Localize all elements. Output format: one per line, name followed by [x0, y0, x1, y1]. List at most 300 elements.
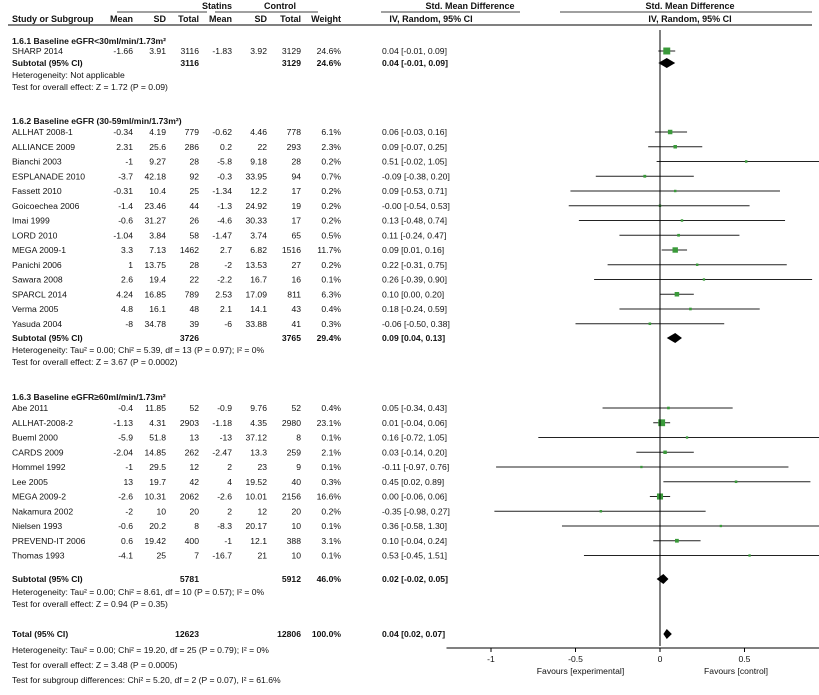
statins-total: 262: [184, 447, 199, 458]
study-marker: [675, 292, 680, 297]
study-name: CARDS 2009: [12, 447, 64, 458]
study-name: ALLHAT-2008-2: [12, 417, 73, 428]
study-marker: [696, 264, 698, 266]
statins-total: 28: [189, 259, 199, 270]
statins-mean: -0.6: [118, 215, 133, 226]
study-smd-ci: 0.36 [-0.58, 1.30]: [382, 521, 447, 531]
statins-sd: 13.75: [144, 259, 166, 270]
study-weight: 3.1%: [321, 535, 341, 546]
statins-mean: -4.1: [118, 550, 133, 561]
study-name: Sawara 2008: [12, 274, 63, 285]
study-weight: 0.3%: [321, 318, 341, 329]
study-name: Fassett 2010: [12, 186, 62, 196]
control-mean: -4.6: [217, 215, 232, 226]
subtotal-control-total: 3765: [281, 333, 301, 343]
statins-sd: 10.31: [144, 491, 166, 502]
total-weight: 100.0%: [311, 629, 341, 639]
statins-total: 58: [189, 230, 199, 241]
control-sd: 6.82: [250, 245, 267, 255]
control-total: 17: [291, 215, 301, 226]
study-name: ALLHAT 2008-1: [12, 127, 73, 137]
subtotal-control-total: 3129: [281, 58, 301, 68]
statins-header: Statins: [201, 1, 233, 11]
control-total: 19: [291, 200, 301, 211]
statins-total: 92: [189, 171, 199, 182]
statins-mean: -1.13: [113, 417, 133, 428]
statins-mean: -0.4: [118, 403, 133, 413]
subgroup-title: 1.6.1 Baseline eGFR<30ml/min/1.73m²: [12, 36, 167, 46]
statins-total: 789: [184, 289, 199, 300]
statins-total: 26: [189, 215, 199, 226]
statins-sd: 25: [156, 550, 166, 561]
study-marker: [658, 419, 665, 426]
control-mean: -13: [219, 432, 232, 443]
control-total: 811: [287, 289, 301, 300]
study-weight: 0.7%: [321, 171, 341, 182]
study-marker: [643, 175, 646, 178]
control-mean: 0.2: [220, 141, 232, 152]
total-diamond: [663, 629, 671, 639]
study-weight: 0.2%: [321, 506, 341, 517]
study-name: Goicoechea 2006: [12, 200, 80, 211]
study-weight: 16.6%: [316, 491, 341, 502]
study-smd-ci: 0.00 [-0.06, 0.06]: [382, 491, 447, 502]
total-control-total: 12806: [277, 629, 301, 639]
study-smd-ci: 0.51 [-0.02, 1.05]: [382, 156, 447, 167]
study-marker: [672, 247, 677, 252]
control-mean: 2: [227, 462, 232, 472]
statins-sd: 51.8: [149, 432, 166, 443]
control-mean: 2.7: [220, 245, 232, 255]
favours-experimental-label: Favours [experimental]: [536, 666, 625, 676]
total-statins-total: 12623: [175, 629, 199, 639]
control-mean: 4: [227, 476, 232, 487]
control-sd: 3.74: [250, 230, 267, 241]
total-heterogeneity: Heterogeneity: Tau² = 0.00; Chi² = 19.20, df = 25 (P = 0.79); I² = 0%: [12, 645, 269, 655]
control-total: 293: [286, 141, 301, 152]
statins-mean: -5.9: [118, 432, 133, 443]
control-sd: 12.1: [250, 535, 267, 546]
statins-mean: 0.6: [121, 535, 133, 546]
subtotal-statins-total: 3116: [180, 58, 199, 68]
study-marker: [689, 308, 692, 311]
statins-sd: 29.5: [149, 462, 166, 472]
total-smd-ci: 0.04 [0.02, 0.07]: [382, 629, 446, 639]
control-mean: -1.34: [212, 186, 232, 196]
statins-total: 22: [189, 274, 199, 285]
statins-sd: 20.2: [149, 521, 166, 531]
study-name: ESPLANADE 2010: [12, 171, 86, 182]
statins-total: 12: [189, 462, 199, 472]
study-smd-ci: 0.26 [-0.39, 0.90]: [382, 274, 447, 285]
study-smd-ci: 0.04 [-0.01, 0.09]: [382, 46, 447, 56]
control-total: 10: [291, 521, 301, 531]
study-marker: [668, 130, 672, 134]
study-weight: 0.2%: [321, 186, 341, 196]
study-weight: 0.1%: [321, 550, 341, 561]
statins-total: 2903: [179, 417, 199, 428]
statins-mean: -1: [125, 462, 133, 472]
control-mean: -2.2: [217, 274, 232, 285]
study-smd-ci: 0.18 [-0.24, 0.59]: [382, 304, 447, 314]
heterogeneity-text: Heterogeneity: Tau² = 0.00; Chi² = 5.39, df = 13 (P = 0.97); I² = 0%: [12, 345, 265, 355]
statins-total: 28: [189, 156, 199, 167]
study-weight: 0.1%: [321, 462, 341, 472]
study-smd-ci: 0.13 [-0.48, 0.74]: [382, 215, 447, 226]
subtotal-label: Subtotal (95% CI): [12, 58, 83, 68]
study-weight: 2.1%: [321, 447, 341, 458]
plot-header: Std. Mean Difference: [645, 1, 735, 11]
subtotal-diamond: [657, 574, 669, 584]
study-weight: 0.2%: [321, 259, 341, 270]
control-sd: 37.12: [245, 432, 267, 443]
study-name: MEGA 2009-1: [12, 245, 66, 255]
statins-total: 7: [194, 550, 199, 561]
control-mean: -8.3: [217, 521, 232, 531]
study-marker: [663, 48, 670, 55]
study-name: Hommel 1992: [12, 462, 66, 472]
control-total: 10: [291, 550, 301, 561]
study-smd-ci: 0.05 [-0.34, 0.43]: [382, 403, 447, 413]
subtotal-control-total: 5912: [281, 574, 301, 584]
statins-mean: 4.8: [121, 304, 133, 314]
control-mean: -1: [224, 535, 232, 546]
statins-total: 3116: [180, 46, 199, 56]
smd-ci-header: IV, Random, 95% CI: [389, 14, 473, 24]
statins-mean: 2.31: [116, 141, 133, 152]
statins-mean: -1: [125, 156, 133, 167]
subtotal-weight: 29.4%: [316, 333, 341, 343]
control-total: 9: [296, 462, 301, 472]
control-header: Control: [264, 1, 296, 11]
control-total: 259: [286, 447, 301, 458]
statins-total: 39: [189, 318, 199, 329]
statins-sd: 19.4: [149, 274, 166, 285]
study-weight: 0.2%: [321, 215, 341, 226]
control-mean: 2: [227, 506, 232, 517]
control-sd: 21: [257, 550, 267, 561]
study-marker: [720, 525, 722, 527]
study-name: Nielsen 1993: [12, 521, 63, 531]
control-total: 16: [291, 274, 301, 285]
study-marker: [748, 554, 750, 556]
study-name: Abe 2011: [12, 403, 49, 413]
statins-sd: 25.6: [149, 141, 166, 152]
overall-effect-test: Test for overall effect: Z = 3.67 (P = 0.0002): [12, 357, 178, 367]
control-total-header: Total: [280, 14, 301, 24]
subtotal-smd-ci: 0.04 [-0.01, 0.09]: [382, 58, 448, 68]
statins-sd: 31.27: [144, 215, 166, 226]
control-total: 8: [296, 432, 301, 443]
overall-effect-test: Test for overall effect: Z = 1.72 (P = 0.09): [12, 82, 168, 92]
control-mean: -6: [224, 318, 232, 329]
subtotal-weight: 46.0%: [316, 574, 341, 584]
statins-mean: 3.3: [121, 245, 133, 255]
control-mean: -1.18: [212, 417, 232, 428]
study-smd-ci: 0.11 [-0.24, 0.47]: [382, 230, 447, 241]
control-sd: 10.01: [245, 491, 267, 502]
control-total: 2980: [281, 417, 301, 428]
subtotal-diamond: [658, 58, 675, 68]
control-sd: 4.46: [250, 127, 267, 137]
control-mean: -5.8: [217, 156, 232, 167]
study-name: Verma 2005: [12, 304, 59, 314]
study-smd-ci: -0.35 [-0.98, 0.27]: [382, 506, 450, 517]
study-weight: 23.1%: [316, 417, 341, 428]
study-smd-ci: -0.00 [-0.54, 0.53]: [382, 200, 450, 211]
x-axis-tick-label: -1: [487, 654, 495, 664]
study-weight: 0.2%: [321, 200, 341, 211]
subtotal-label: Subtotal (95% CI): [12, 333, 83, 343]
statins-mean: -0.6: [118, 521, 133, 531]
study-smd-ci: 0.10 [0.00, 0.20]: [382, 289, 445, 300]
control-total: 40: [291, 476, 301, 487]
subtotal-statins-total: 5781: [179, 574, 199, 584]
study-smd-ci: -0.09 [-0.38, 0.20]: [382, 171, 450, 182]
statins-total: 1462: [179, 245, 199, 255]
study-smd-ci: 0.01 [-0.04, 0.06]: [382, 417, 447, 428]
control-mean: -0.3: [217, 171, 232, 182]
control-mean: -1.47: [212, 230, 232, 241]
control-sd: 17.09: [245, 289, 267, 300]
control-total: 3129: [281, 46, 301, 56]
statins-sd-header: SD: [153, 14, 166, 24]
study-name: Imai 1999: [12, 215, 50, 226]
control-sd-header: SD: [254, 14, 267, 24]
subtotal-smd-ci: 0.02 [-0.02, 0.05]: [382, 574, 448, 584]
study-name: SHARP 2014: [12, 46, 63, 56]
control-sd: 13.3: [250, 447, 267, 458]
study-name: Bianchi 2003: [12, 156, 62, 167]
statins-mean: -2.04: [113, 447, 133, 458]
statins-sd: 16.85: [144, 289, 166, 300]
statins-sd: 3.91: [149, 46, 166, 56]
statins-sd: 10.4: [149, 186, 166, 196]
overall-effect-test: Test for overall effect: Z = 0.94 (P = 0.35): [12, 599, 168, 609]
statins-sd: 42.18: [144, 171, 166, 182]
statins-sd: 14.85: [144, 447, 166, 458]
statins-total: 20: [189, 506, 199, 517]
study-marker: [600, 510, 602, 512]
study-name: Lee 2005: [12, 476, 48, 487]
control-total: 28: [291, 156, 301, 167]
control-sd: 20.17: [245, 521, 267, 531]
smd-column-header: Std. Mean Difference: [425, 1, 515, 11]
study-marker: [640, 466, 642, 468]
control-mean-header: Mean: [208, 14, 232, 24]
study-smd-ci: 0.45 [0.02, 0.89]: [382, 476, 445, 487]
study-marker: [681, 219, 683, 221]
control-sd: 3.92: [250, 46, 267, 56]
control-total: 2156: [281, 491, 301, 502]
statins-total: 48: [189, 304, 199, 314]
study-name: Yasuda 2004: [12, 318, 63, 329]
control-sd: 22: [257, 141, 267, 152]
control-total: 41: [291, 318, 301, 329]
study-marker: [663, 451, 666, 454]
statins-total: 25: [189, 186, 199, 196]
study-name: Panichi 2006: [12, 259, 62, 270]
statins-total: 42: [189, 476, 199, 487]
control-mean: -0.62: [212, 127, 232, 137]
control-total: 52: [291, 403, 301, 413]
study-marker: [703, 278, 705, 280]
study-weight: 6.1%: [321, 127, 341, 137]
statins-mean: 4.24: [116, 289, 133, 300]
statins-mean: 2.6: [121, 274, 133, 285]
study-name: Bueml 2000: [12, 432, 58, 443]
x-axis-tick-label: 0.5: [738, 654, 751, 664]
control-sd: 19.52: [245, 476, 267, 487]
statins-mean: -3.7: [118, 171, 133, 182]
control-sd: 12.2: [250, 186, 267, 196]
control-total: 27: [291, 259, 301, 270]
control-sd: 33.88: [245, 318, 267, 329]
study-smd-ci: 0.03 [-0.14, 0.20]: [382, 447, 447, 458]
control-mean: -2.47: [212, 447, 232, 458]
study-smd-ci: 0.53 [-0.45, 1.51]: [382, 550, 447, 561]
study-weight: 0.1%: [321, 274, 341, 285]
statins-mean: -1.04: [113, 230, 133, 241]
statins-mean: -1.4: [118, 200, 133, 211]
control-sd: 14.1: [250, 304, 267, 314]
control-sd: 9.76: [250, 403, 267, 413]
study-weight: 2.3%: [321, 141, 341, 152]
study-column-header: Study or Subgroup: [12, 14, 94, 24]
study-weight: 0.2%: [321, 156, 341, 167]
study-marker: [677, 234, 680, 237]
control-sd: 9.18: [250, 156, 267, 167]
statins-total: 52: [189, 403, 199, 413]
x-axis-tick-label: -0.5: [568, 654, 583, 664]
control-total: 94: [291, 171, 301, 182]
study-name: LORD 2010: [12, 230, 58, 241]
statins-sd: 4.19: [149, 127, 166, 137]
heterogeneity-text: Heterogeneity: Not applicable: [12, 70, 125, 80]
statins-mean: -0.31: [113, 186, 133, 196]
study-smd-ci: 0.09 [-0.53, 0.71]: [382, 186, 447, 196]
study-weight: 0.4%: [321, 304, 341, 314]
study-weight: 24.6%: [316, 46, 341, 56]
control-total: 388: [286, 535, 301, 546]
statins-sd: 7.13: [149, 245, 166, 255]
study-weight: 6.3%: [321, 289, 341, 300]
favours-control-label: Favours [control]: [704, 666, 769, 676]
statins-sd: 11.85: [145, 403, 166, 413]
x-axis-tick-label: 0: [657, 654, 663, 664]
plot-ci-header: IV, Random, 95% CI: [648, 14, 732, 24]
study-marker: [735, 480, 738, 483]
study-name: MEGA 2009-2: [12, 491, 66, 502]
statins-mean-header: Mean: [109, 14, 133, 24]
statins-total: 286: [184, 141, 199, 152]
control-total: 1516: [281, 245, 301, 255]
statins-mean: -2.6: [118, 491, 133, 502]
study-smd-ci: 0.10 [-0.04, 0.24]: [382, 535, 447, 546]
control-sd: 13.53: [245, 259, 267, 270]
statins-sd: 34.78: [144, 318, 166, 329]
study-marker: [686, 436, 688, 438]
study-marker: [675, 539, 679, 543]
total-overall-effect: Test for overall effect: Z = 3.48 (P = 0.0005): [12, 660, 178, 670]
study-marker: [745, 160, 747, 162]
control-total: 20: [291, 506, 301, 517]
study-weight: 0.3%: [321, 476, 341, 487]
statins-mean: -2: [125, 506, 133, 517]
statins-total: 779: [184, 127, 199, 137]
control-total: 778: [286, 127, 301, 137]
statins-sd: 4.31: [149, 417, 166, 428]
statins-mean: 13: [123, 476, 133, 487]
subtotal-label: Subtotal (95% CI): [12, 574, 83, 584]
subtotal-diamond: [667, 333, 682, 343]
control-total: 17: [291, 186, 301, 196]
total-label: Total (95% CI): [12, 629, 69, 639]
study-name: Thomas 1993: [12, 550, 65, 561]
study-name: Nakamura 2002: [12, 506, 74, 517]
weight-header: Weight: [311, 14, 341, 24]
statins-mean: -8: [125, 318, 133, 329]
study-weight: 0.5%: [321, 230, 341, 241]
statins-mean: -0.34: [113, 127, 133, 137]
study-weight: 11.7%: [317, 245, 341, 255]
statins-total: 8: [194, 521, 199, 531]
subgroup-title: 1.6.3 Baseline eGFR≥60ml/min/1.73m²: [12, 392, 166, 402]
statins-mean: -1.66: [113, 46, 133, 56]
control-sd: 30.33: [245, 215, 267, 226]
statins-total: 13: [189, 432, 199, 443]
subtotal-statins-total: 3726: [179, 333, 199, 343]
study-weight: 0.1%: [321, 432, 341, 443]
control-sd: 23: [257, 462, 267, 472]
control-mean: -1.3: [217, 200, 232, 211]
study-marker: [673, 145, 677, 149]
control-sd: 33.95: [245, 171, 267, 182]
study-smd-ci: 0.06 [-0.03, 0.16]: [382, 127, 447, 137]
statins-sd: 16.1: [149, 304, 166, 314]
control-total: 43: [291, 304, 301, 314]
control-mean: -16.7: [212, 550, 232, 561]
statins-sd: 10: [156, 506, 166, 517]
subgroup-title: 1.6.2 Baseline eGFR (30-59ml/min/1.73m²): [12, 116, 182, 126]
subtotal-smd-ci: 0.09 [0.04, 0.13]: [382, 333, 446, 343]
study-marker: [674, 190, 676, 192]
study-smd-ci: 0.16 [-0.72, 1.05]: [382, 432, 447, 443]
control-mean: -2.6: [217, 491, 232, 502]
statins-sd: 19.42: [144, 535, 166, 546]
control-mean: -2: [224, 259, 232, 270]
study-name: SPARCL 2014: [12, 289, 67, 300]
control-total: 65: [291, 230, 301, 241]
control-sd: 4.35: [250, 417, 267, 428]
statins-sd: 9.27: [149, 156, 166, 167]
study-smd-ci: 0.22 [-0.31, 0.75]: [382, 259, 447, 270]
control-mean: 2.1: [220, 304, 232, 314]
statins-total: 44: [189, 200, 199, 211]
statins-sd: 23.46: [144, 200, 166, 211]
statins-total: 2062: [179, 491, 199, 502]
study-marker: [649, 322, 652, 325]
control-mean: -0.9: [217, 403, 232, 413]
study-smd-ci: -0.11 [-0.97, 0.76]: [382, 462, 450, 472]
study-weight: 0.4%: [321, 403, 341, 413]
study-smd-ci: 0.09 [0.01, 0.16]: [382, 245, 445, 255]
statins-total-header: Total: [178, 14, 199, 24]
control-mean: 2.53: [215, 289, 232, 300]
study-smd-ci: -0.06 [-0.50, 0.38]: [382, 318, 450, 329]
study-marker: [667, 407, 670, 410]
subgroup-differences-test: Test for subgroup differences: Chi² = 5.20, df = 2 (P = 0.07), I² = 61.6%: [12, 675, 281, 685]
